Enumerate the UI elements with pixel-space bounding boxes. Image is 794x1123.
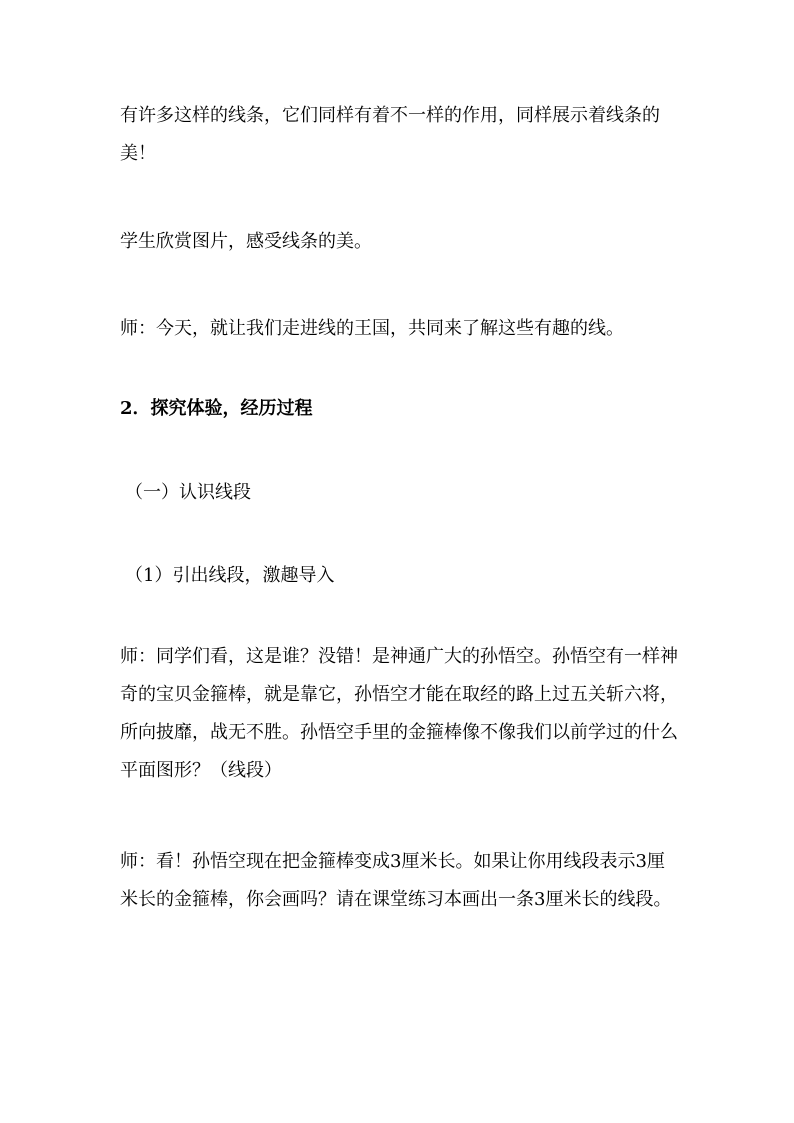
paragraph-teacher-intro: 师：今天，就让我们走进线的王国，共同来了解这些有趣的线。 bbox=[120, 318, 624, 339]
paragraph-draw-segment: 师：看！孙悟空现在把金箍棒变成3厘米长。如果让你用线段表示3厘米长的金箍棒，你会画吗？请在课堂练习本画出一条3厘米长的线段。 bbox=[120, 851, 672, 910]
section-heading-explore: 2．探究体验，经历过程 bbox=[120, 398, 313, 419]
subsection-heading-line-segment: （一）认识线段 bbox=[125, 482, 251, 503]
paragraph-line-beauty: 有许多这样的线条，它们同样有着不一样的作用，同样展示着线条的美！ bbox=[120, 105, 660, 164]
paragraph-monkey-king: 师：同学们看，这是谁？没错！是神通广大的孙悟空。孙悟空有一样神奇的宝贝金箍棒，就是靠它，孙悟空才能在取经的路上过五关斩六将，所向披靡，战无不胜。孙悟空手里的金箍棒像不像我们以前学过的什么平面图形？（线段） bbox=[120, 646, 678, 781]
subsection-heading-introduce: （1）引出线段，激趣导入 bbox=[125, 565, 335, 586]
paragraph-students-appreciate: 学生欣赏图片，感受线条的美。 bbox=[120, 231, 372, 252]
